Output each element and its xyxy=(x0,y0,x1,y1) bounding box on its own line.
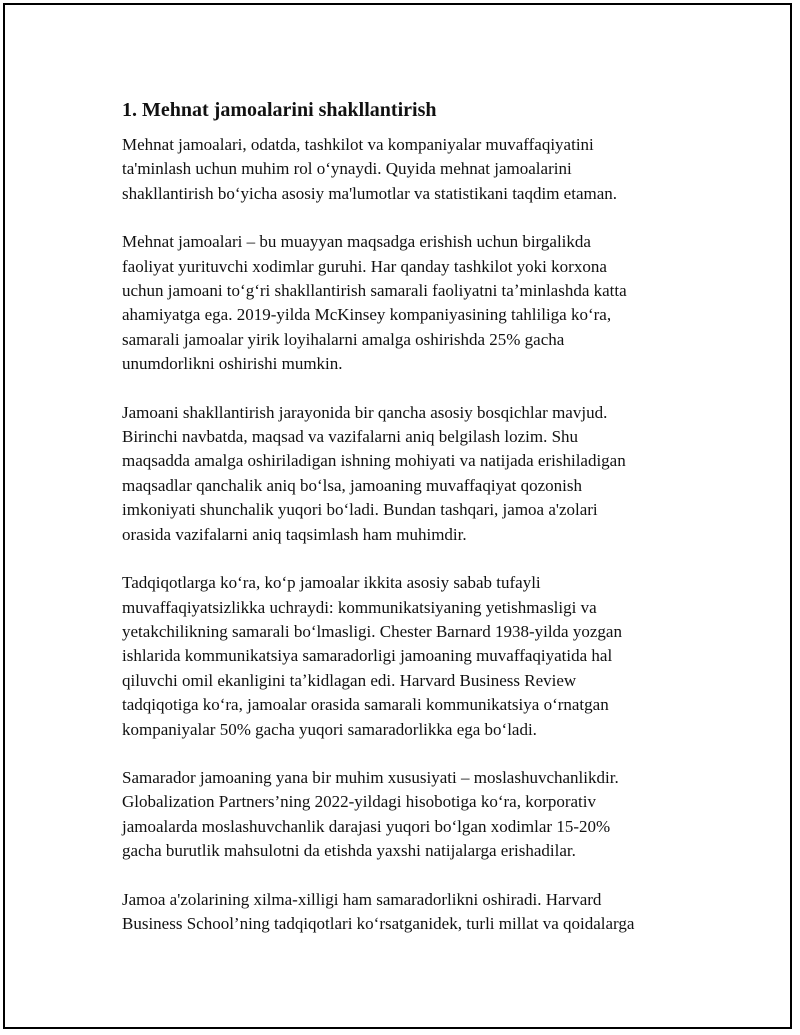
section-heading: 1. Mehnat jamoalarini shakllantirish xyxy=(122,99,437,121)
text-line: maqsadda amalga oshiriladigan ishning mohiyati va natijada erishiladigan xyxy=(122,451,626,471)
text-line: faoliyat yurituvchi xodimlar guruhi. Har qanday tashkilot yoki korxona xyxy=(122,256,607,276)
paragraph-communication xyxy=(122,571,687,742)
text-line: Business School’ning tadqiqotlari koʻrsatganidek, turli millat va qoidalarga xyxy=(122,913,635,933)
text-line: Jamoa a'zolarining xilma-xilligi ham samaradorlikni oshiradi. Harvard xyxy=(122,889,602,909)
text-line: samarali jamoalar yirik loyihalarni amalga oshirishda 25% gacha xyxy=(122,329,565,349)
paragraph-intro xyxy=(122,133,687,206)
text-line: qiluvchi omil ekanligini taʼkidlagan edi. Harvard Business Review xyxy=(122,670,577,690)
text-line: Birinchi navbatda, maqsad va vazifalarni aniq belgilash lozim. Shu xyxy=(122,427,579,447)
paragraph-definition xyxy=(122,230,687,376)
text-line: muvaffaqiyatsizlikka uchraydi: kommunikatsiyaning yetishmasligi va xyxy=(122,597,597,617)
text-line: maqsadlar qanchalik aniq boʻlsa, jamoaning muvaffaqiyat qozonish xyxy=(122,475,582,495)
text-line: orasida vazifalarni aniq taqsimlash ham muhimdir. xyxy=(122,524,467,544)
text-line: uchun jamoani toʻgʻri shakllantirish samarali faoliyatni taʼminlashda katta xyxy=(122,281,627,301)
text-line: gacha burutlik mahsulotni da etishda yaxshi natijalarga erishadilar. xyxy=(122,841,576,861)
text-line: Mehnat jamoalari – bu muayyan maqsadga erishish uchun birgalikda xyxy=(122,232,591,252)
text-line: ishlarida kommunikatsiya samaradorligi jamoaning muvaffaqiyatida hal xyxy=(122,646,613,666)
text-line: jamoalarda moslashuvchanlik darajasi yuqori boʻlgan xodimlar 15-20% xyxy=(122,816,611,836)
text-line: Globalization Partners’ning 2022-yildagi hisobotiga koʻra, korporativ xyxy=(122,792,597,812)
text-line: kompaniyalar 50% gacha yuqori samaradorlikka ega boʻladi. xyxy=(122,719,537,739)
text-line: Jamoani shakllantirish jarayonida bir qancha asosiy bosqichlar mavjud. xyxy=(122,402,608,422)
paragraph-diversity xyxy=(122,888,687,937)
text-line: imkoniyati shunchalik yuqori boʻladi. Bundan tashqari, jamoa a'zolari xyxy=(122,500,598,520)
page-frame xyxy=(3,3,792,1029)
text-line: unumdorlikni oshirishi mumkin. xyxy=(122,354,343,374)
text-line: Tadqiqotlarga koʻra, koʻp jamoalar ikkita asosiy sabab tufayli xyxy=(122,573,541,593)
paragraph-stages xyxy=(122,401,687,547)
paragraph-flexibility xyxy=(122,766,687,864)
text-line: Samarador jamoaning yana bir muhim xususiyati – moslashuvchanlikdir. xyxy=(122,767,619,787)
document-body xyxy=(122,97,687,960)
text-line: Mehnat jamoalari, odatda, tashkilot va kompaniyalar muvaffaqiyatini xyxy=(122,135,594,154)
text-line: yetakchilikning samarali boʻlmasligi. Chester Barnard 1938-yilda yozgan xyxy=(122,621,622,641)
text-line: tadqiqotiga koʻra, jamoalar orasida samarali kommunikatsiya oʻrnatgan xyxy=(122,695,609,715)
text-line: shakllantirish boʻyicha asosiy ma'lumotlar va statistikani taqdim etaman. xyxy=(122,183,618,203)
text-line: ta'minlash uchun muhim rol oʻynaydi. Quyida mehnat jamoalarini xyxy=(122,159,572,179)
text-line: ahamiyatga ega. 2019-yilda McKinsey kompaniyasining tahliliga koʻra, xyxy=(122,305,612,325)
